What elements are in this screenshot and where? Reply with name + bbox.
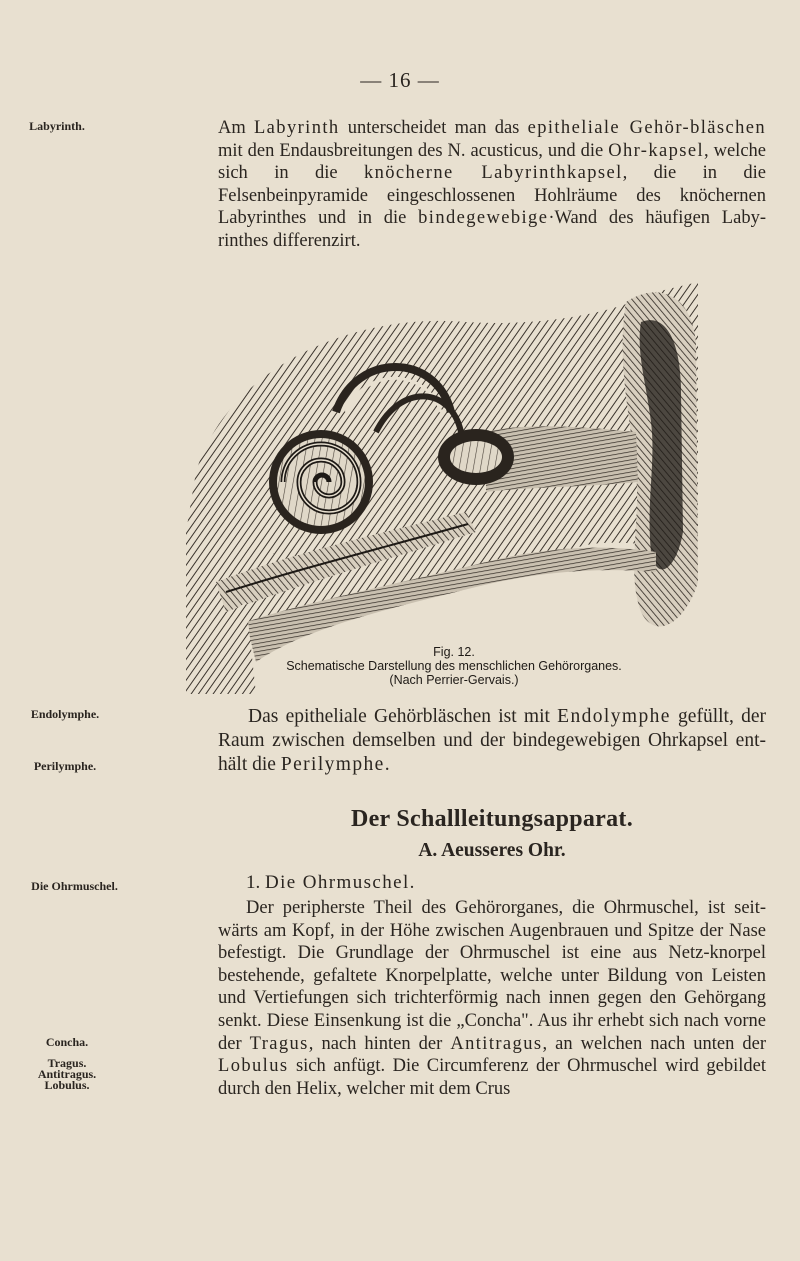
margin-note-lobulus: Lobulus.	[44, 1078, 90, 1092]
margin-note-endolymphe: Endolymphe.	[30, 707, 100, 721]
page-number: — 16 —	[360, 68, 440, 92]
ear-illustration	[186, 282, 698, 694]
paragraph-endolymphe	[218, 705, 766, 777]
para4-text-2: , nach hinten der	[308, 1033, 451, 1054]
figure-source: (Nach Perrier-Gervais.)	[389, 673, 519, 687]
para1-text-5: , die in die Felsenbeinpyramide eingeschlossenen Hohlräume des knöchernen Labyrinthes und in die	[218, 163, 767, 228]
para1-text-6: ·Wand des häufigen Laby-rinthes differenzirt.	[218, 208, 766, 251]
figure-title: Schematische Darstellung des menschlichen Gehörorganes.	[286, 659, 622, 673]
subsection-ohrmuschel	[218, 872, 766, 895]
subsection-heading: Die Ohrmuschel	[265, 872, 410, 893]
term-endolymphe: Endolymphe	[557, 706, 671, 727]
para4-text-4: sich anfügt. Die Circumferenz der Ohrmuschel wird gebildet durch den Helix, welcher mit dem Crus	[218, 1056, 766, 1099]
para1-text-4: , welche sich in die	[218, 140, 766, 183]
margin-note-concha: Concha.	[45, 1035, 89, 1049]
term-antitragus: Antitragus	[450, 1033, 543, 1054]
term-ohrkapsel: Ohr-kapsel	[608, 140, 705, 161]
para4-text-3: , an welchen nach unten der	[542, 1033, 766, 1054]
figure-caption	[244, 645, 664, 687]
section-title: Der Schallleitungsapparat.	[350, 806, 634, 832]
paragraph-labyrinth	[218, 117, 766, 252]
para1-text-3: mit den Endausbreitungen des N. acusticus, und die	[218, 140, 609, 161]
paragraph-ohrmuschel	[218, 897, 766, 1100]
subsection-heading-end: .	[409, 872, 415, 893]
para4-text-1: Der peripherste Theil des Gehörorganes, die Ohrmuschel, ist seit-wärts am Kopf, in der Höhe zwischen Augenbrauen und Spitze der Nase befestigt. Die Grundlage der Ohrmuschel ist eine aus Netz-knorpel bestehende, gefaltete Knorpelplatte, welche unter Bildung von Leisten und Vertiefungen sich trichterförmig nach innen gegen den Gehörgang senkt. Diese Einsenkung ist die „Concha". Aus ihr erhebt sich nach vorne der	[218, 898, 766, 1054]
section-subtitle: A. Aeusseres Ohr.	[418, 840, 566, 861]
margin-note-ohrmuschel: Die Ohrmuschel.	[31, 879, 118, 893]
term-labyrinth: Labyrinth	[253, 118, 340, 138]
margin-note-labyrinth: Labyrinth.	[29, 119, 85, 133]
para2-text-2: gefüllt, der Raum zwischen demselben und der bindegewebigen Ohrkapsel ent-hält die	[218, 706, 766, 775]
margin-note-perilymphe: Perilymphe.	[33, 759, 97, 773]
term-gehoerblaeschen: epitheliale Gehör-bläschen	[527, 118, 767, 138]
para2-text-3: .	[384, 754, 390, 775]
term-tragus: Tragus	[249, 1033, 309, 1054]
para1-text-2: unterscheidet man das	[339, 118, 528, 138]
margin-note-tragus: Tragus.	[47, 1056, 87, 1070]
cochlea	[269, 430, 373, 534]
term-knoecherne-labyrinthkapsel: knöcherne Labyrinthkapsel	[363, 163, 623, 183]
margin-notes-group	[22, 1058, 112, 1091]
subsection-number: 1.	[246, 872, 265, 893]
figure-number: Fig. 12.	[433, 645, 475, 659]
para1-text-1: Am	[218, 118, 254, 138]
margin-note-antitragus: Antitragus.	[37, 1067, 97, 1081]
para2-text-1: Das epitheliale Gehörbläschen ist mit	[248, 706, 558, 727]
term-bindegewebige: bindegewebige	[418, 208, 549, 228]
term-lobulus: Lobulus	[218, 1056, 289, 1077]
term-perilymphe: Perilymphe	[280, 754, 385, 775]
